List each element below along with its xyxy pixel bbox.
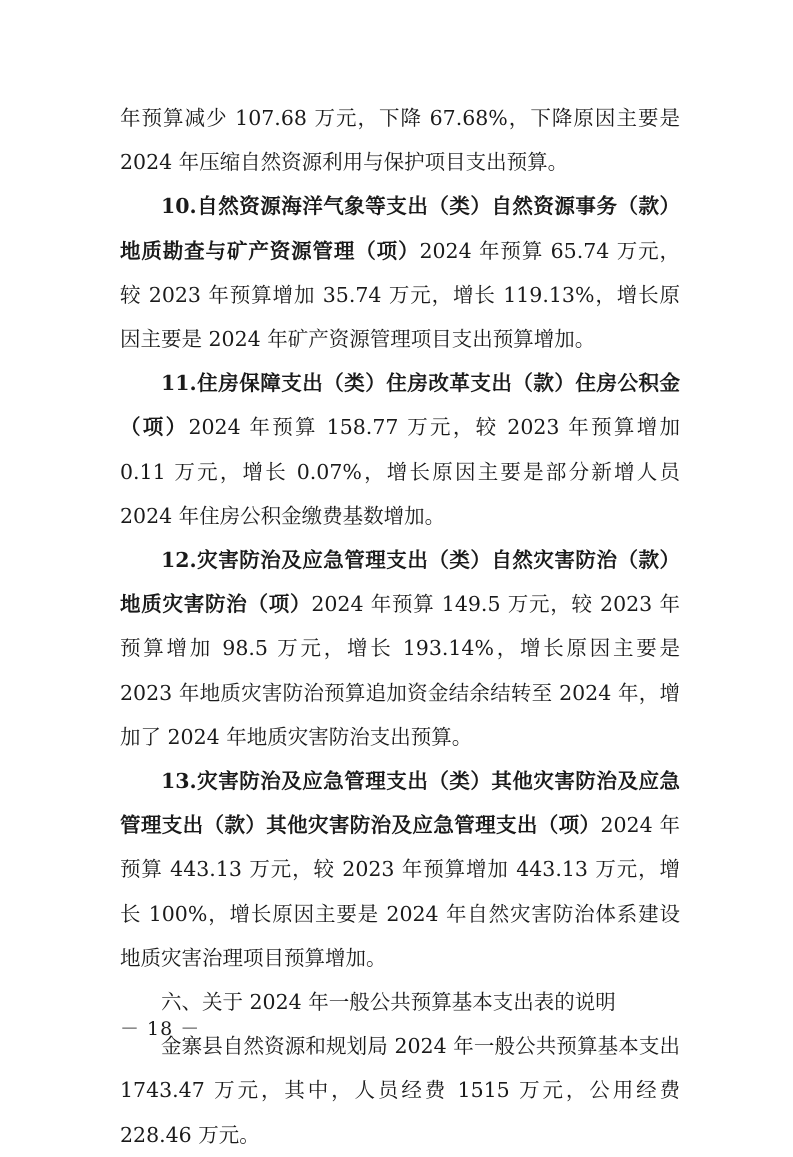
- section-heading: 六、关于 2024 年一般公共预算基本支出表的说明: [161, 990, 616, 1015]
- paragraph-item-12: [120, 538, 680, 759]
- item-text: 2024 年预算 158.77 万元，较 2023 年预算增加 0.11 万元，增长 0.07%，增长原因主要是部分新增人员 2024 年住房公积金缴费基数增加。: [120, 415, 681, 528]
- paragraph-item-11: [120, 361, 680, 538]
- item-text: 2024 年预算 65.74 万元，较 2023 年预算增加 35.74 万元，增长 119.13%，增长原因主要是 2024 年矿产资源管理项目支出预算增加。: [120, 238, 680, 352]
- paragraph-basic-expenditure: 金寨县自然资源和规划局 2024 年一般公共预算基本支出 1743.47 万元，其中，人员经费 1515 万元，公用经费 228.46 万元。: [120, 1034, 680, 1147]
- item-text: 2024 年预算 443.13 万元，较 2023 年预算增加 443.13 万元，增长 100%，增长原因主要是 2024 年自然灾害防治体系建设地质灾害治理项目预算增加。: [120, 813, 681, 970]
- item-heading: 11.住房保障支出（类）住房改革支出（款）住房公积金（项）: [120, 371, 680, 440]
- item-heading: 12.灾害防治及应急管理支出（类）自然灾害防治（款）地质灾害防治（项）: [120, 548, 680, 617]
- item-heading: 13.灾害防治及应急管理支出（类）其他灾害防治及应急管理支出（款）其他灾害防治及应急管理支出（项）: [120, 769, 680, 838]
- item-text: 2024 年预算 149.5 万元，较 2023 年预算增加 98.5 万元，增长 193.14%，增长原因主要是 2023 年地质灾害防治预算追加资金结余结转至 2024 年，增加了 2024 年地质灾害防治支出预算。: [120, 592, 680, 749]
- item-heading: 10.自然资源海洋气象等支出（类）自然资源事务（款）地质勘查与矿产资源管理（项）: [120, 194, 680, 263]
- paragraph-continuation: 年预算减少 107.68 万元，下降 67.68%，下降原因主要是 2024 年压缩自然资源利用与保护项目支出预算。: [120, 106, 680, 175]
- paragraph-item-13: [120, 759, 680, 980]
- paragraph-item-10: [120, 184, 680, 361]
- body-text: [120, 96, 680, 1157]
- page-number: － 18 －: [120, 1018, 201, 1040]
